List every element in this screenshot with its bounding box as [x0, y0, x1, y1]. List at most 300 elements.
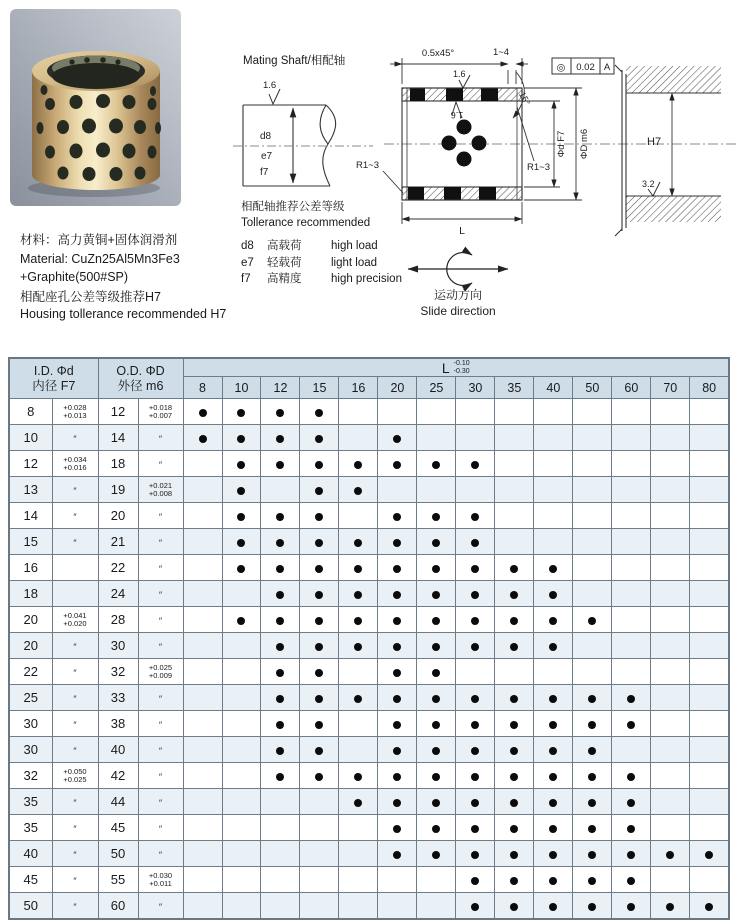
length-cell: [339, 659, 378, 685]
id-value-cell: 20: [9, 607, 52, 633]
length-cell: [534, 451, 573, 477]
length-cell: [222, 659, 261, 685]
length-cell: [495, 867, 534, 893]
availability-dot: [549, 773, 557, 781]
length-cell: [495, 841, 534, 867]
availability-dot: [510, 903, 518, 911]
availability-dot: [549, 903, 557, 911]
id-value-cell: 12: [9, 451, 52, 477]
availability-dot: [315, 539, 323, 547]
length-cell: [495, 711, 534, 737]
availability-dot: [627, 695, 635, 703]
length-cell: [690, 399, 729, 425]
availability-dot: [627, 877, 635, 885]
length-cell: [573, 841, 612, 867]
id-tol-cell: ″: [52, 685, 98, 711]
availability-dot: [315, 435, 323, 443]
length-cell: [612, 633, 651, 659]
length-cell: [261, 503, 300, 529]
length-cell: [612, 841, 651, 867]
availability-dot: [393, 591, 401, 599]
availability-dot: [705, 851, 713, 859]
length-cell: [378, 399, 417, 425]
length-col-header: 40: [534, 377, 573, 399]
length-cell: [222, 633, 261, 659]
length-cell: [612, 763, 651, 789]
length-cell: [300, 529, 339, 555]
length-cell: [534, 737, 573, 763]
length-cell: [690, 867, 729, 893]
length-cell: [456, 477, 495, 503]
availability-dot: [471, 565, 479, 573]
table-row: [9, 477, 729, 503]
length-cell: [261, 659, 300, 685]
availability-dot: [510, 591, 518, 599]
id-value-cell: 10: [9, 425, 52, 451]
length-cell: [534, 633, 573, 659]
plug-range-label: 1~4: [492, 47, 510, 58]
fit-code: e7: [241, 256, 254, 269]
concentricity-frame: [552, 58, 614, 74]
od-value-cell: 14: [98, 425, 138, 451]
availability-dot: [471, 695, 479, 703]
fit-cn: 轻载荷: [267, 256, 302, 269]
length-cell: [690, 503, 729, 529]
availability-dot: [237, 409, 245, 417]
dimension-table: [8, 357, 730, 920]
id-column-header: [9, 358, 98, 399]
length-cell: [417, 763, 456, 789]
length-cell: [534, 841, 573, 867]
length-cell: [261, 867, 300, 893]
length-cell: [261, 893, 300, 920]
availability-dot: [354, 591, 362, 599]
length-cell: [417, 867, 456, 893]
tolerance-note-en: Tollerance recommended: [241, 216, 371, 229]
length-cell: [612, 503, 651, 529]
length-cell: [456, 685, 495, 711]
length-cell: [300, 607, 339, 633]
length-cell: [378, 893, 417, 920]
length-cell: [534, 659, 573, 685]
length-cell: [495, 789, 534, 815]
length-cell: [417, 555, 456, 581]
id-tol-cell: [52, 555, 98, 581]
length-cell: [690, 607, 729, 633]
length-header-label: L: [441, 359, 450, 376]
length-cell: [183, 789, 222, 815]
length-cell: [456, 659, 495, 685]
id-value-cell: 40: [9, 841, 52, 867]
length-col-header: 10: [222, 377, 261, 399]
length-cell: [612, 581, 651, 607]
od-value-cell: 28: [98, 607, 138, 633]
table-row: [9, 867, 729, 893]
table-row: [9, 555, 729, 581]
length-cell: [417, 451, 456, 477]
length-cell: [417, 685, 456, 711]
availability-dot: [666, 851, 674, 859]
id-tol-cell: ″: [52, 841, 98, 867]
availability-dot: [549, 877, 557, 885]
id-value-cell: 35: [9, 789, 52, 815]
length-cell: [651, 555, 690, 581]
length-cell: [651, 893, 690, 920]
availability-dot: [432, 539, 440, 547]
length-cell: [417, 737, 456, 763]
radius-right-label: R1~3: [527, 162, 550, 173]
length-cell: [573, 451, 612, 477]
availability-dot: [354, 617, 362, 625]
availability-dot: [315, 695, 323, 703]
length-cell: [612, 529, 651, 555]
length-cell: [573, 399, 612, 425]
availability-dot: [471, 539, 479, 547]
length-cell: [573, 529, 612, 555]
length-cell: [183, 737, 222, 763]
length-cell: [339, 685, 378, 711]
length-cell: [261, 555, 300, 581]
availability-dot: [199, 435, 207, 443]
length-cell: [534, 555, 573, 581]
length-cell: [690, 451, 729, 477]
plug-dots: [442, 120, 487, 167]
id-value-cell: 14: [9, 503, 52, 529]
length-cell: [378, 503, 417, 529]
shaft-title: Mating Shaft/相配轴: [243, 55, 346, 67]
length-cell: [612, 659, 651, 685]
length-cell: [456, 451, 495, 477]
table-row: [9, 581, 729, 607]
length-cell: [222, 685, 261, 711]
length-cell: [378, 867, 417, 893]
availability-dot: [393, 747, 401, 755]
length-cell: [651, 399, 690, 425]
availability-dot: [393, 695, 401, 703]
length-cell: [339, 477, 378, 503]
availability-dot: [393, 513, 401, 521]
availability-dot: [471, 643, 479, 651]
availability-dot: [315, 487, 323, 495]
length-cell: [651, 711, 690, 737]
availability-dot: [393, 539, 401, 547]
availability-dot: [432, 513, 440, 521]
length-cell: [651, 815, 690, 841]
length-cell: [339, 555, 378, 581]
availability-dot: [393, 721, 401, 729]
availability-dot: [627, 903, 635, 911]
availability-dot: [510, 799, 518, 807]
length-cell: [261, 633, 300, 659]
length-group-header: [183, 358, 729, 377]
od-value-cell: 21: [98, 529, 138, 555]
length-cell: [222, 607, 261, 633]
availability-dot: [315, 565, 323, 573]
length-tol-lower: -0.30: [453, 367, 470, 375]
availability-dot: [510, 617, 518, 625]
length-cell: [339, 425, 378, 451]
length-cell: [378, 451, 417, 477]
length-cell: [612, 685, 651, 711]
od-value-cell: 40: [98, 737, 138, 763]
housing-fit-label: H7: [647, 136, 662, 148]
od-tol-cell: +0.021 +0.008: [138, 477, 183, 503]
length-cell: [417, 477, 456, 503]
roughness-bore-label: 1.6: [450, 110, 464, 120]
availability-dot: [354, 461, 362, 469]
length-cell: [222, 867, 261, 893]
length-dimension: [402, 202, 522, 224]
availability-dot: [276, 721, 284, 729]
length-cell: [456, 763, 495, 789]
length-cell: [261, 477, 300, 503]
id-tol-cell: ″: [52, 737, 98, 763]
length-cell: [573, 815, 612, 841]
availability-dot: [354, 695, 362, 703]
availability-dot: [237, 435, 245, 443]
length-cell: [495, 659, 534, 685]
length-cell: [417, 893, 456, 920]
availability-dot: [237, 617, 245, 625]
length-cell: [573, 555, 612, 581]
angle-label: 15°: [517, 90, 533, 107]
length-cell: [222, 503, 261, 529]
availability-dot: [393, 825, 401, 833]
length-cell: [690, 659, 729, 685]
length-cell: [534, 503, 573, 529]
radius-left-label: R1~3: [356, 160, 379, 171]
availability-dot: [627, 721, 635, 729]
table-row: [9, 607, 729, 633]
availability-dot: [276, 669, 284, 677]
length-cell: [378, 763, 417, 789]
id-value-cell: 45: [9, 867, 52, 893]
concentricity-value: 0.02: [576, 62, 595, 73]
length-cell: [300, 581, 339, 607]
length-cell: [417, 399, 456, 425]
availability-dot: [237, 565, 245, 573]
availability-dot: [393, 643, 401, 651]
availability-dot: [315, 617, 323, 625]
length-cell: [378, 529, 417, 555]
length-cell: [534, 711, 573, 737]
availability-dot: [627, 799, 635, 807]
length-cell: [417, 529, 456, 555]
availability-dot: [276, 513, 284, 521]
od-tol-cell: ″: [138, 555, 183, 581]
availability-dot: [549, 695, 557, 703]
length-cell: [495, 815, 534, 841]
length-cell: [378, 581, 417, 607]
availability-dot: [276, 461, 284, 469]
length-cell: [495, 633, 534, 659]
id-value-cell: 30: [9, 711, 52, 737]
length-cell: [573, 737, 612, 763]
availability-dot: [588, 721, 596, 729]
length-cell: [534, 581, 573, 607]
housing-en: Housing tollerance recommended H7: [20, 307, 227, 321]
availability-dot: [432, 565, 440, 573]
availability-dot: [315, 721, 323, 729]
length-cell: [378, 555, 417, 581]
length-cell: [495, 555, 534, 581]
break-lens: [320, 105, 328, 144]
availability-dot: [588, 695, 596, 703]
od-value-cell: 30: [98, 633, 138, 659]
length-cell: [456, 789, 495, 815]
length-cell: [261, 841, 300, 867]
fit-cn: 高载荷: [267, 240, 302, 252]
length-cell: [573, 503, 612, 529]
availability-dot: [432, 721, 440, 729]
length-cell: [339, 763, 378, 789]
od-tol-cell: ″: [138, 451, 183, 477]
availability-dot: [432, 643, 440, 651]
od-tol-cell: ″: [138, 607, 183, 633]
length-cell: [573, 607, 612, 633]
length-cell: [495, 737, 534, 763]
length-cell: [573, 633, 612, 659]
length-cell: [222, 841, 261, 867]
od-value-cell: 42: [98, 763, 138, 789]
od-value-cell: 19: [98, 477, 138, 503]
availability-dot: [549, 617, 557, 625]
length-cell: [456, 815, 495, 841]
length-cell: [339, 789, 378, 815]
od-value-cell: 22: [98, 555, 138, 581]
length-cell: [573, 685, 612, 711]
housing-cn: 相配座孔公差等级推荐H7: [20, 290, 161, 304]
length-cell: [534, 815, 573, 841]
length-cell: [573, 711, 612, 737]
table-row: [9, 659, 729, 685]
availability-dot: [276, 435, 284, 443]
length-cell: [417, 581, 456, 607]
length-cell: [690, 477, 729, 503]
length-cell: [612, 399, 651, 425]
availability-dot: [432, 461, 440, 469]
length-cell: [651, 659, 690, 685]
od-tol-cell: ″: [138, 503, 183, 529]
availability-dot: [354, 487, 362, 495]
od-value-cell: 18: [98, 451, 138, 477]
availability-dot: [510, 565, 518, 573]
availability-dot: [510, 825, 518, 833]
chamfer-dim-label: 0.5x45°: [421, 48, 455, 59]
length-cell: [222, 789, 261, 815]
length-cell: [573, 763, 612, 789]
availability-dot: [705, 903, 713, 911]
slide-direction-symbol: [408, 253, 508, 286]
availability-dot: [627, 825, 635, 833]
availability-dot: [549, 643, 557, 651]
bushing: [32, 51, 161, 190]
availability-dot: [471, 617, 479, 625]
radius-right-leader: [517, 107, 534, 161]
length-cell: [339, 399, 378, 425]
slide-direction-cn: 运动方向: [433, 288, 483, 302]
fit-f7-label: f7: [260, 167, 269, 178]
length-cell: [300, 815, 339, 841]
od-value-cell: 24: [98, 581, 138, 607]
availability-dot: [510, 747, 518, 755]
length-cell: [456, 867, 495, 893]
id-value-cell: 22: [9, 659, 52, 685]
length-cell: [300, 867, 339, 893]
id-tol-cell: ″: [52, 659, 98, 685]
length-cell: [183, 529, 222, 555]
length-cell: [690, 841, 729, 867]
length-cell: [339, 529, 378, 555]
id-tol-cell: ″: [52, 789, 98, 815]
concentricity-icon: ◎: [556, 62, 566, 74]
od-tol-cell: ″: [138, 425, 183, 451]
availability-dot: [276, 617, 284, 625]
length-cell: [183, 711, 222, 737]
length-cell: [222, 815, 261, 841]
length-cell: [222, 477, 261, 503]
availability-dot: [432, 851, 440, 859]
fit-e7-label: e7: [261, 151, 273, 162]
availability-dot: [471, 825, 479, 833]
availability-dot: [510, 643, 518, 651]
length-cell: [651, 685, 690, 711]
length-cell: [222, 763, 261, 789]
availability-dot: [393, 461, 401, 469]
availability-dot: [549, 565, 557, 573]
length-cell: [495, 503, 534, 529]
length-cell: [183, 841, 222, 867]
length-cell: [612, 477, 651, 503]
availability-dot: [354, 799, 362, 807]
id-value-cell: 15: [9, 529, 52, 555]
availability-dot: [471, 799, 479, 807]
availability-dot: [315, 513, 323, 521]
od-tol-cell: ″: [138, 893, 183, 920]
length-cell: [456, 893, 495, 920]
availability-dot: [588, 773, 596, 781]
length-cell: [222, 451, 261, 477]
length-cell: [183, 555, 222, 581]
length-cell: [651, 503, 690, 529]
id-tol-cell: +0.028 +0.013: [52, 399, 98, 425]
id-tol-cell: [52, 581, 98, 607]
length-cell: [300, 659, 339, 685]
length-cell: [300, 711, 339, 737]
table-row: [9, 841, 729, 867]
availability-dot: [549, 799, 557, 807]
availability-dot: [354, 773, 362, 781]
id-value-cell: 20: [9, 633, 52, 659]
table-row: [9, 815, 729, 841]
od-tol-cell: +0.030 +0.011: [138, 867, 183, 893]
housing-section: [615, 65, 721, 236]
availability-dot: [432, 591, 440, 599]
length-cell: [339, 815, 378, 841]
length-cell: [339, 451, 378, 477]
availability-dot: [393, 669, 401, 677]
break-line: [323, 105, 336, 186]
length-cell: [612, 815, 651, 841]
length-cell: [183, 633, 222, 659]
availability-dot: [276, 695, 284, 703]
length-cell: [261, 607, 300, 633]
length-cell: [378, 607, 417, 633]
length-tol-upper: -0.10: [453, 360, 470, 367]
length-cell: [495, 451, 534, 477]
length-cell: [378, 425, 417, 451]
length-cell: [651, 867, 690, 893]
